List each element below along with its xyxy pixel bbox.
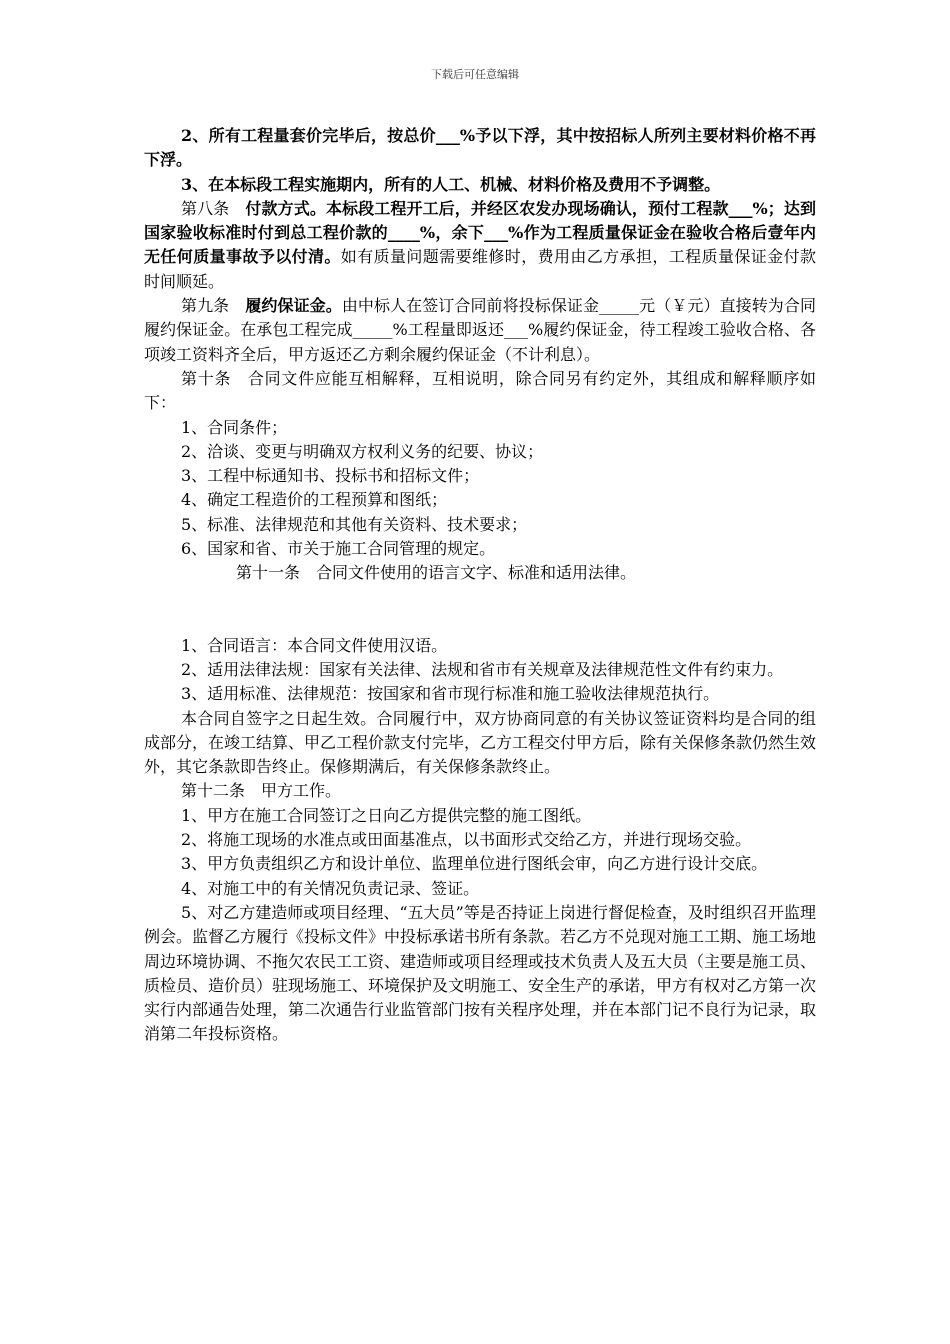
clause-11-heading: 第十一条 合同文件使用的语言文字、标准和适用法律。 [236, 563, 637, 583]
clause-8-heading: 第八条 [181, 198, 246, 218]
clause-11-item-3: 3、适用标准、法律规范：按国家和省市现行标准和施工验收法律规范执行。 [181, 684, 720, 704]
clause-12-heading: 第十二条 甲方工作。 [181, 781, 342, 801]
clause-9-performance-bond [144, 294, 816, 367]
clause-8-tail: 如有质量问题需要维修时，费用由乙方承担，工程质量保证金付款时间顺延。 [144, 247, 816, 291]
clause-10-item-5: 5、标准、法律规范和其他有关资料、技术要求； [181, 514, 528, 534]
clause-8-bold-terms: 付款方式。本标段工程开工后，并经区农发办现场确认，预付工程款___%；达到国家验收标准时付到总工程价款的____%，余下___%作为工程质量保证金在验收合格后壹年内无任何质量事故予以付清。 [144, 198, 816, 267]
clause-12-item-4: 4、对施工中的有关情况负责记录、签证。 [181, 878, 480, 898]
clause-10-item-2: 2、洽谈、变更与明确双方权利义务的纪要、协议； [181, 441, 544, 461]
clause-10-intro: 第十条 合同文件应能互相解释，互相说明，除合同另有约定外，其组成和解释顺序如下： [144, 368, 816, 413]
clause-12-item-3: 3、甲方负责组织乙方和设计单位、监理单位进行图纸会审，向乙方进行设计交底。 [181, 854, 768, 874]
spacer [144, 586, 816, 634]
clause-10-item-3: 3、工程中标通知书、投标书和招标文件； [181, 466, 480, 486]
page-header-note: 下载后可任意编辑 [431, 68, 519, 81]
clause-11-item-1: 1、合同语言：本合同文件使用汉语。 [181, 635, 448, 655]
clause-12-item-1: 1、甲方在施工合同签订之日向乙方提供完整的施工图纸。 [181, 805, 592, 825]
contract-effect-paragraph: 本合同自签字之日起生效。合同履行中，双方协商同意的有关协议签证资料均是合同的组成部分，在竣工结算、甲乙工程价款支付完毕，乙方工程交付甲方后，除有关保修条款仍然生效外，其它条款即告终止。保修期满后，有关保修条款终止。 [144, 708, 817, 777]
clause-10-item-1: 1、合同条件； [181, 417, 288, 437]
clause-7-item-2: 2、所有工程量套价完毕后，按总价___%予以下浮，其中按招标人所列主要材料价格不再下浮。 [144, 126, 816, 170]
clause-8-payment [144, 197, 816, 294]
document-body [144, 124, 816, 1047]
clause-12-item-2: 2、将施工现场的水准点或田面基准点，以书面形式交给乙方，并进行现场交验。 [181, 830, 752, 850]
clause-12-item-5: 5、对乙方建造师或项目经理、“五大员”等是否持证上岗进行督促检查，及时组织召开监理例会。监督乙方履行《投标文件》中投标承诺书所有条款。若乙方不兑现对施工工期、施工场地周边环境协调、不拖欠农民工工资、建造师或项目经理或技术负责人及五大员（主要是施工员、质检员、造价员）驻现场施工、环境保护及文明施工、安全生产的承诺，甲方有权对乙方第一次实行内部通告处理，第二次通告行业监管部门按有关程序处理，并在本部门记不良行为记录，取消第二年投标资格。 [144, 902, 817, 1044]
clause-7-item-3: 3、在本标段工程实施期内，所有的人工、机械、材料价格及费用不予调整。 [181, 174, 721, 194]
clause-10-item-6: 6、国家和省、市关于施工合同管理的规定。 [181, 539, 496, 559]
clause-11-item-2: 2、适用法律法规：国家有关法律、法规和省市有关规章及法律规范性文件有约束力。 [181, 659, 784, 679]
clause-10-item-4: 4、确定工程造价的工程预算和图纸； [181, 490, 448, 510]
clause-9-tail: 由中标人在签订合同前将投标保证金_____元（￥元）直接转为合同履约保证金。在承包工程完成_____%工程量即返还___%履约保证金，待工程竣工验收合格、各项竣工资料齐全后，甲方返还乙方剩余履约保证金（不计利息）。 [144, 296, 816, 364]
clause-9-bold-title: 履约保证金。 [245, 296, 342, 316]
clause-9-heading: 第九条 [181, 296, 246, 316]
